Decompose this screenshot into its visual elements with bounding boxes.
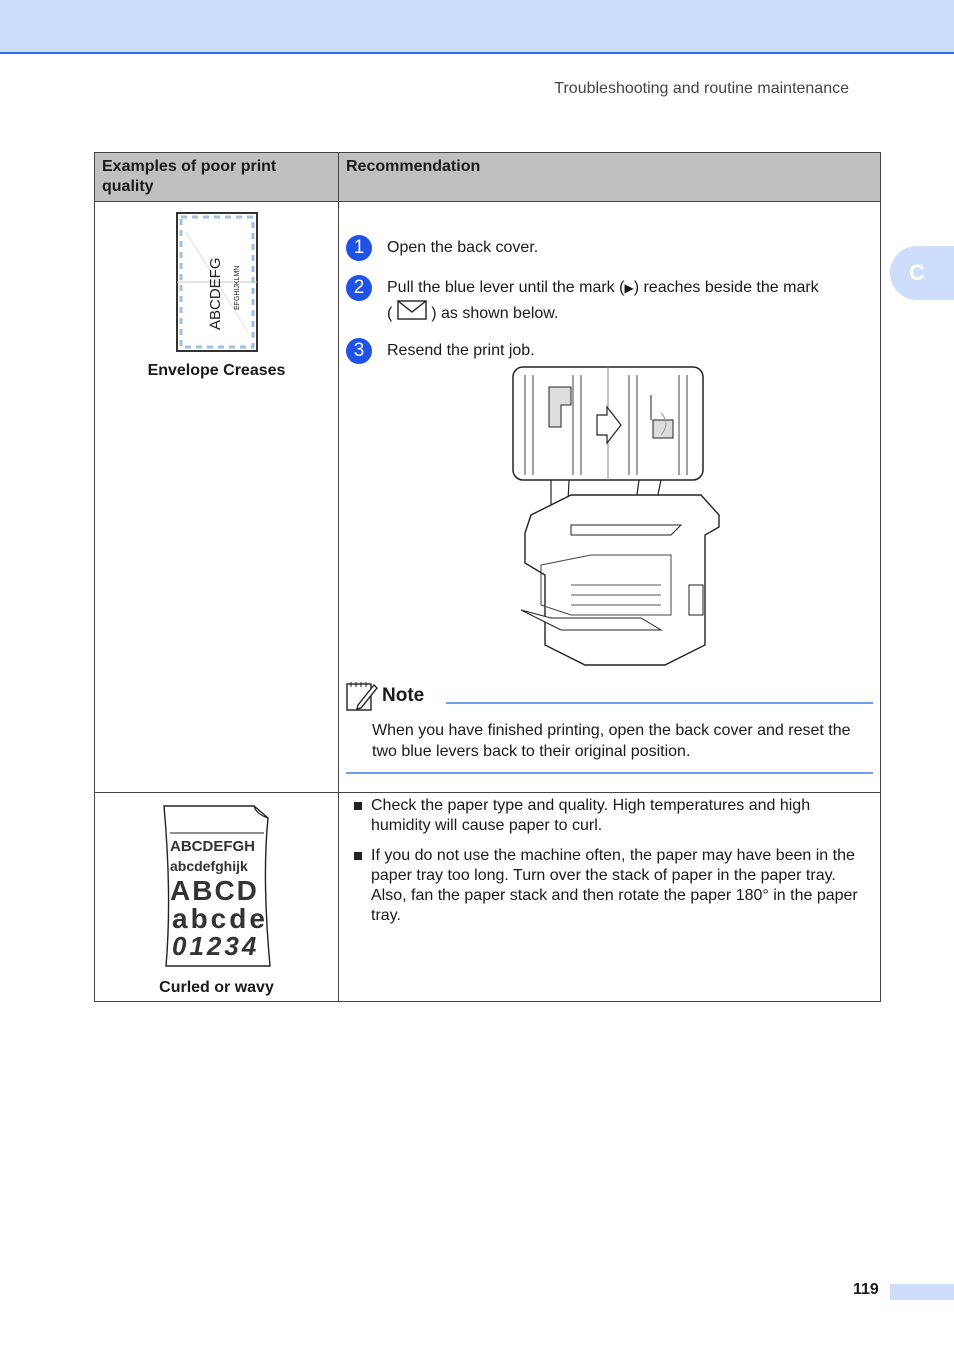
page-number-tab <box>890 1284 954 1300</box>
step-number-badge: 3 <box>346 338 372 364</box>
step-number-badge: 1 <box>346 235 372 261</box>
step-text: Pull the blue lever until the mark ( <box>387 279 625 296</box>
curled-line-5: 01234 <box>171 931 259 961</box>
step-2 <box>339 276 880 339</box>
list-item: Check the paper type and quality. High temperatures and high humidity will cause paper to curl. <box>339 796 880 836</box>
running-header: Troubleshooting and routine maintenance <box>554 80 849 97</box>
note-divider <box>346 772 873 774</box>
step-text: ) reaches beside the mark <box>633 279 819 296</box>
curled-line-1: ABCDEFGH <box>169 838 255 855</box>
step-number-badge: 2 <box>346 275 372 301</box>
curled-line-3: ABCD <box>169 875 259 906</box>
table-row <box>95 202 881 793</box>
triangle-mark-icon: ▶ <box>624 281 634 295</box>
step-text: ) as shown below. <box>431 305 559 322</box>
envelope-text-large: ABCDEFG <box>206 257 224 330</box>
note-body: When you have finished printing, open the back cover and reset the two blue levers back to their original position. <box>372 722 851 760</box>
table-row <box>95 793 881 1002</box>
print-quality-table <box>94 152 881 1002</box>
example-curled-cell <box>95 793 339 1002</box>
step-text: Open the back cover. <box>387 239 539 256</box>
header-recommendation: Recommendation <box>339 153 881 202</box>
recommendation-envelope-cell <box>339 202 881 793</box>
note-title: Note <box>382 685 425 706</box>
top-banner <box>0 0 954 54</box>
note-divider <box>446 702 873 704</box>
note-pencil-icon <box>346 681 378 711</box>
curled-line-4: abcde <box>171 903 268 934</box>
step-text: ( <box>387 305 393 322</box>
note-box <box>346 680 873 774</box>
step-3 <box>339 339 880 363</box>
machine-illustration <box>511 365 721 670</box>
envelope-crease-sample <box>176 212 258 352</box>
envelope-text-small: EFGHIJKLMN <box>233 265 241 310</box>
chapter-tab <box>890 246 954 300</box>
envelope-mark-icon <box>397 300 427 320</box>
curled-line-2: abcdefghijk <box>169 858 248 874</box>
chapter-tab-letter: C <box>909 260 925 285</box>
step-text: Resend the print job. <box>387 342 535 359</box>
table-header-row <box>95 153 881 202</box>
example-envelope-cell <box>95 202 339 793</box>
recommendation-curled-cell <box>339 793 881 1002</box>
page-number: 119 <box>853 1281 879 1298</box>
header-examples: Examples of poor print quality <box>95 153 339 202</box>
list-item: If you do not use the machine often, the paper may have been in the paper tray too long. Turn over the stack of paper in the paper tray. Also, fan the paper stack and then rotate the paper 180° in the paper tray. <box>339 846 880 926</box>
step-1 <box>339 236 880 276</box>
recommendation-list <box>339 796 880 926</box>
example-caption-envelope: Envelope Creases <box>147 362 286 379</box>
example-caption-curled: Curled or wavy <box>159 979 274 996</box>
curled-paper-sample <box>156 803 278 969</box>
